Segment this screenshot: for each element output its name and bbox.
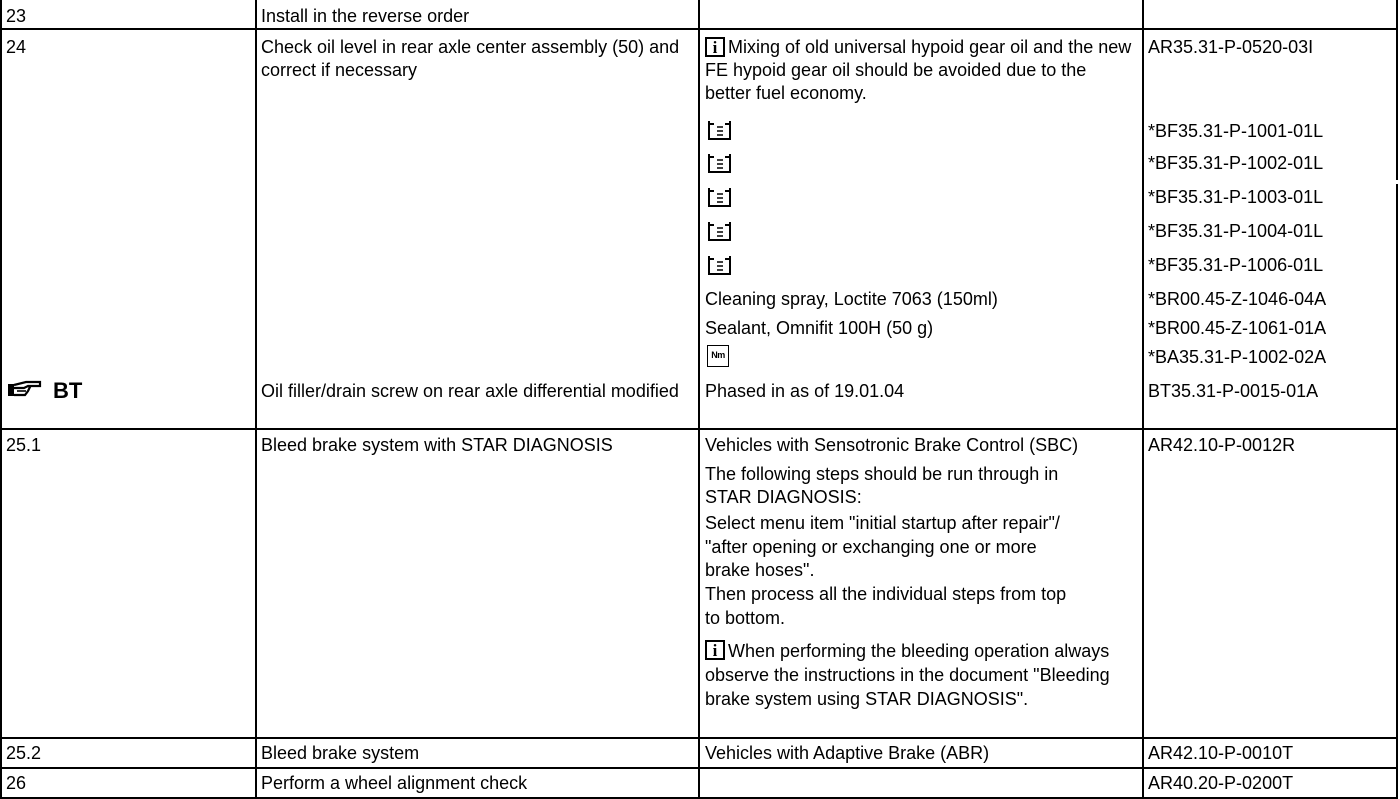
step-number: 26 xyxy=(6,773,27,793)
torque-reference: *BA35.31-P-1002-02A xyxy=(1148,347,1327,367)
document-reference: AR42.10-P-0010T xyxy=(1148,743,1294,763)
task-text: Bleed brake system xyxy=(261,743,420,763)
oil-container-icon xyxy=(706,186,734,214)
document-reference: AR35.31-P-0520-03I xyxy=(1148,37,1314,57)
task-text: Bleed brake system with STAR DIAGNOSIS xyxy=(261,435,613,455)
grid-line xyxy=(0,28,1398,30)
step-number: 23 xyxy=(6,6,27,26)
grid-line xyxy=(1396,184,1398,799)
task-text: Perform a wheel alignment check xyxy=(261,773,528,793)
procedure-text: Select menu item "initial startup after repair"/ xyxy=(705,513,1060,533)
procedure-text: STAR DIAGNOSIS: xyxy=(705,487,862,507)
step-number: 25.2 xyxy=(6,743,42,763)
oil-container-icon xyxy=(706,119,734,147)
cleaning-spray-reference: *BR00.45-Z-1046-04A xyxy=(1148,289,1327,309)
grid-line xyxy=(1396,0,1398,180)
procedure-text: Then process all the individual steps from top xyxy=(705,584,1067,604)
oil-container-icon xyxy=(706,254,734,282)
grid-line xyxy=(255,0,257,799)
task-text: Check oil level in rear axle center assembly (50) and correct if necessary xyxy=(261,37,680,80)
step-number: 25.1 xyxy=(6,435,42,455)
sealant-text: Sealant, Omnifit 100H (50 g) xyxy=(705,318,934,338)
info-note-text: When performing the bleeding operation always observe the instructions in the document "Bleeding brake system using STAR DIAGNOSIS". xyxy=(705,641,1110,709)
bt-note: Phased in as of 19.01.04 xyxy=(705,381,905,401)
fluid-reference: *BF35.31-P-1004-01L xyxy=(1148,221,1324,241)
fluid-reference: *BF35.31-P-1006-01L xyxy=(1148,255,1324,275)
procedure-text: "after opening or exchanging one or more xyxy=(705,537,1037,557)
grid-line xyxy=(0,737,1398,739)
info-icon: i xyxy=(705,640,725,660)
torque-icon xyxy=(707,345,729,368)
sealant-reference: *BR00.45-Z-1061-01A xyxy=(1148,318,1327,338)
bt-label: BT xyxy=(53,378,83,403)
grid-line xyxy=(1142,0,1144,799)
vehicle-condition: Vehicles with Adaptive Brake (ABR) xyxy=(705,743,990,763)
info-note-text: Mixing of old universal hypoid gear oil and the new FE hypoid gear oil should be avoided due to the better fuel economy. xyxy=(705,37,1132,103)
grid-line xyxy=(0,767,1398,769)
info-note xyxy=(705,639,1120,711)
document-reference: AR42.10-P-0012R xyxy=(1148,435,1296,455)
oil-container-icon xyxy=(706,220,734,248)
torque-icon-label: Nm xyxy=(707,345,729,367)
grid-line xyxy=(698,0,700,799)
info-icon: i xyxy=(705,37,725,57)
bt-task-text: Oil filler/drain screw on rear axle differential modified xyxy=(261,381,679,401)
grid-line xyxy=(0,428,1398,430)
procedure-text: brake hoses". xyxy=(705,560,815,580)
fluid-reference: *BF35.31-P-1002-01L xyxy=(1148,153,1324,173)
task-text: Install in the reverse order xyxy=(261,6,470,26)
step-number: 24 xyxy=(6,37,27,57)
oil-container-icon xyxy=(706,152,734,180)
cleaning-spray-text: Cleaning spray, Loctite 7063 (150ml) xyxy=(705,289,998,309)
procedure-text: The following steps should be run through in xyxy=(705,464,1059,484)
vehicle-condition: Vehicles with Sensotronic Brake Control (SBC) xyxy=(705,435,1079,455)
document-reference: AR40.20-P-0200T xyxy=(1148,773,1294,793)
pointing-hand-icon xyxy=(6,378,44,400)
fluid-reference: *BF35.31-P-1001-01L xyxy=(1148,121,1324,141)
service-info-marker xyxy=(6,378,82,404)
fluid-reference: *BF35.31-P-1003-01L xyxy=(1148,187,1324,207)
procedure-text: to bottom. xyxy=(705,608,786,628)
bt-reference: BT35.31-P-0015-01A xyxy=(1148,381,1319,401)
grid-line xyxy=(0,0,2,799)
info-note xyxy=(705,36,1135,105)
